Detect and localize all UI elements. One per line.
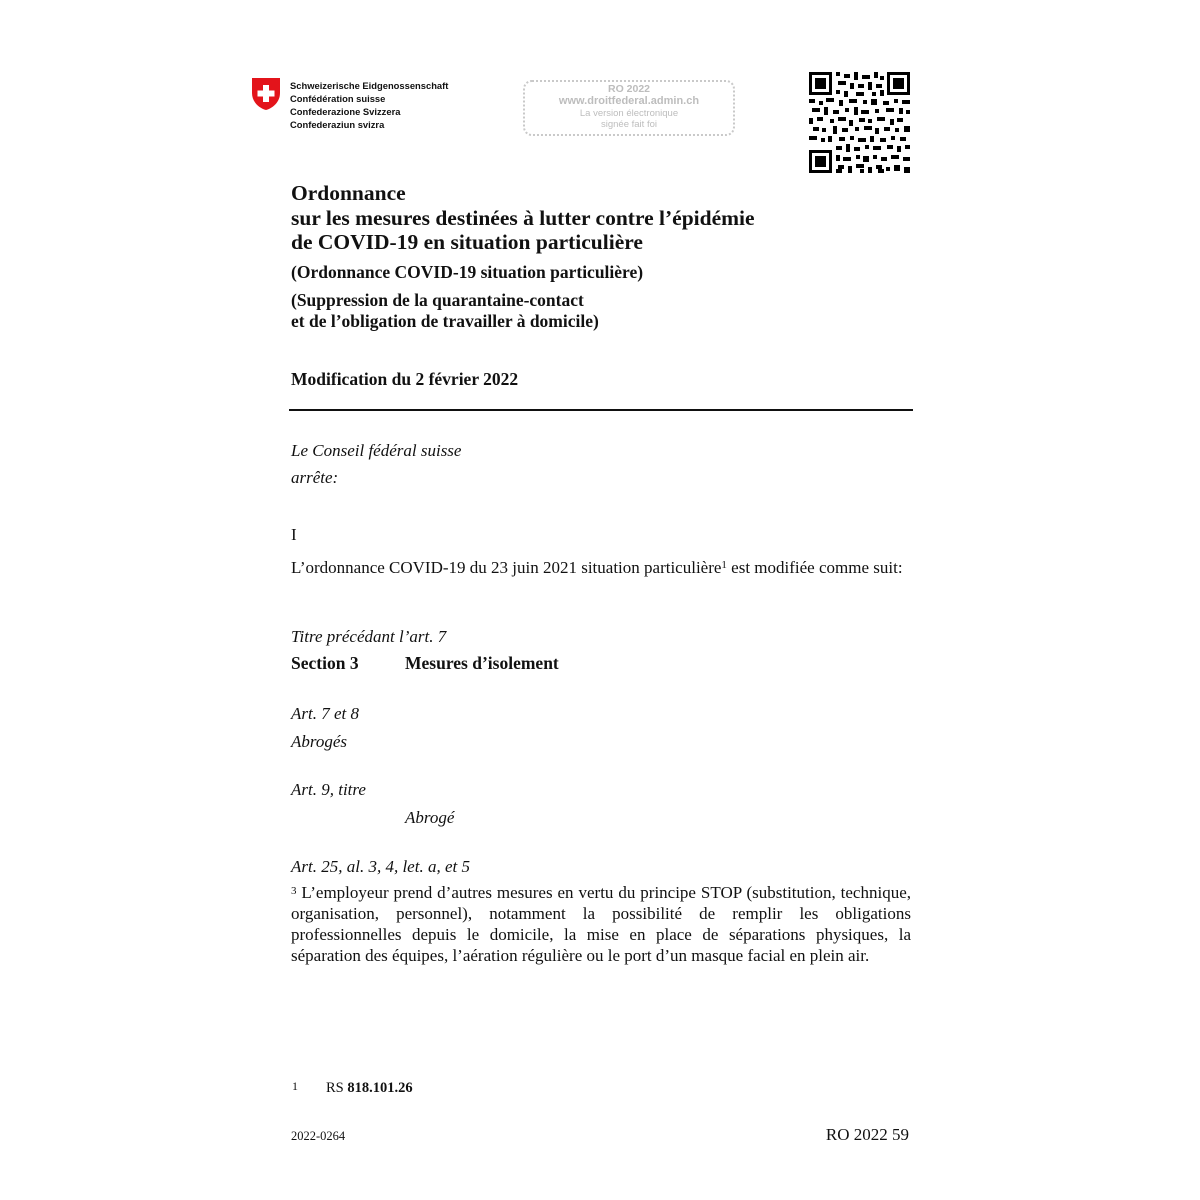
stamp-url: www.droitfederal.admin.ch <box>558 95 700 107</box>
section-label: Section 3 <box>291 653 359 673</box>
short-title <box>291 262 643 283</box>
electronic-signature-stamp <box>523 80 735 136</box>
decree: arrête: <box>291 468 339 487</box>
document-number: 2022-0264 <box>291 1129 346 1143</box>
section-roman-numeral: I <box>291 525 297 544</box>
qr-code-icon[interactable] <box>809 72 910 173</box>
swiss-cross-icon <box>251 77 281 111</box>
footnote-rs-number[interactable]: 818.101.26 <box>347 1080 413 1096</box>
title-line-1: Ordonnance <box>291 181 406 205</box>
issuer: Le Conseil fédéral suisse <box>291 441 462 460</box>
intro-paragraph <box>291 557 911 578</box>
art7-8-status: Abrogés <box>291 732 348 751</box>
confed-name-rm: Confederaziun svizra <box>290 119 385 130</box>
stamp-note-2: signée fait foi <box>601 119 657 130</box>
stamp-ro: RO 2022 <box>607 83 651 95</box>
art9-reference: Art. 9, titre <box>291 780 366 799</box>
art9-status: Abrogé <box>405 808 455 827</box>
art25-paragraph-3-text: L’employeur prend d’autres mesures en vertu du principe STOP (substitution, technique, organisation, personnel), notamment la possibilité de remplir les obligations professionnelles depuis le domicile, la mise en place de séparations physiques, la séparation des équipes, l’aération régulière ou le port d’un masque facial en plein air. <box>291 883 911 965</box>
section-title: Mesures d’isolement <box>405 653 559 673</box>
intro-text-end: est modifiée comme suit: <box>726 558 903 577</box>
document-title <box>291 181 755 255</box>
art7-8-reference: Art. 7 et 8 <box>291 704 359 723</box>
title-line-2: sur les mesures destinées à lutter contre l’épidémie <box>291 205 755 230</box>
intro-text: L’ordonnance COVID-19 du 23 juin 2021 situation particulière <box>291 558 722 577</box>
footnote-prefix: RS <box>326 1080 348 1096</box>
ro-reference: RO 2022 59 <box>825 1125 909 1144</box>
subject-line-1: (Suppression de la quarantaine-contact <box>291 290 584 310</box>
confederation-names <box>290 79 448 131</box>
footnote-mark-1[interactable]: 1 <box>721 559 727 571</box>
art25-reference: Art. 25, al. 3, 4, let. a, et 5 <box>291 857 470 876</box>
art25-paragraph-3 <box>291 882 911 966</box>
title-line-3: de COVID-19 en situation particulière <box>291 230 643 254</box>
confed-name-fr: Confédération suisse <box>290 93 386 104</box>
paragraph-number-3: 3 <box>291 885 297 897</box>
modification-date: Modification du 2 février 2022 <box>291 369 519 389</box>
footnote-text <box>326 1080 413 1097</box>
subject-title <box>291 290 599 331</box>
stamp-note-1: La version électronique <box>579 108 679 119</box>
confed-name-it: Confederazione Svizzera <box>290 106 401 117</box>
footnote-number: 1 <box>292 1079 298 1093</box>
title-divider <box>289 409 913 411</box>
heading-before-art7: Titre précédant l’art. 7 <box>291 627 447 646</box>
confed-name-de: Schweizerische Eidgenossenschaft <box>290 80 449 91</box>
subject-line-2: et de l’obligation de travailler à domicile) <box>291 310 599 331</box>
short-title-text: (Ordonnance COVID-19 situation particulière) <box>291 262 644 282</box>
